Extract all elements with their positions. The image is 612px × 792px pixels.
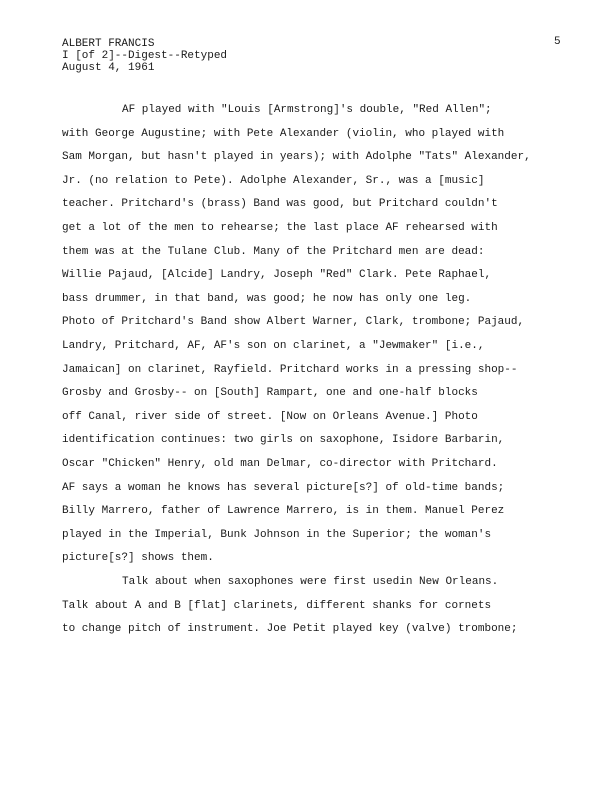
text-line: Jr. (no relation to Pete). Adolphe Alexander, Sr., was a [music] — [62, 174, 485, 187]
text-line: with George Augustine; with Pete Alexander (violin, who played with — [62, 127, 505, 140]
text-line: off Canal, river side of street. [Now on Orleans Avenue.] Photo — [62, 410, 478, 423]
interview-date: August 4, 1961 — [62, 62, 155, 74]
text-line: get a lot of the men to rehearse; the last place AF rehearsed with — [62, 222, 498, 234]
interviewee-name: ALBERT FRANCIS — [62, 38, 155, 50]
text-line: picture[s?] shows them. — [62, 552, 214, 565]
text-line: Photo of Pritchard's Band show Albert Warner, Clark, trombone; Pajaud, — [62, 316, 525, 329]
text-line: Grosby and Grosby-- on [South] Rampart, one and one-half blocks — [62, 387, 478, 400]
text-line: bass drummer, in that band, was good; he now has only one leg. — [62, 292, 472, 305]
document-header — [62, 38, 227, 74]
text-line: AF played with "Louis [Armstrong]'s double, "Red Allen"; — [122, 104, 492, 116]
text-line: identification continues: two girls on saxophone, Isidore Barbarin, — [62, 434, 505, 447]
text-line: Billy Marrero, father of Lawrence Marrero, is in them. Manuel Perez — [62, 505, 505, 518]
page-number: 5 — [554, 36, 561, 48]
text-line: Sam Morgan, but hasn't played in years); with Adolphe "Tats" Alexander, — [62, 151, 531, 164]
text-line: Jamaican] on clarinet, Rayfield. Pritchard works in a pressing shop-- — [62, 363, 518, 376]
text-line: Oscar "Chicken" Henry, old man Delmar, co-director with Pritchard. — [62, 458, 498, 470]
reel-info: I [of 2]--Digest--Retyped — [62, 50, 228, 62]
text-line: AF says a woman he knows has several picture[s?] of old-time bands; — [62, 481, 505, 494]
text-line: played in the Imperial, Bunk Johnson in the Superior; the woman's — [62, 528, 492, 541]
text-line: Willie Pajaud, [Alcide] Landry, Joseph "Red" Clark. Pete Raphael, — [62, 269, 492, 282]
text-line: teacher. Pritchard's (brass) Band was good, but Pritchard couldn't — [62, 198, 498, 211]
text-line: to change pitch of instrument. Joe Petit played key (valve) trombone; — [62, 623, 518, 636]
text-line: Landry, Pritchard, AF, AF's son on clarinet, a "Jewmaker" [i.e., — [62, 340, 485, 352]
text-line: Talk about A and B [flat] clarinets, different shanks for cornets — [62, 599, 492, 612]
text-line: them was at the Tulane Club. Many of the Pritchard men are dead: — [62, 245, 485, 258]
text-line: Talk about when saxophones were first usedin New Orleans. — [122, 576, 499, 588]
